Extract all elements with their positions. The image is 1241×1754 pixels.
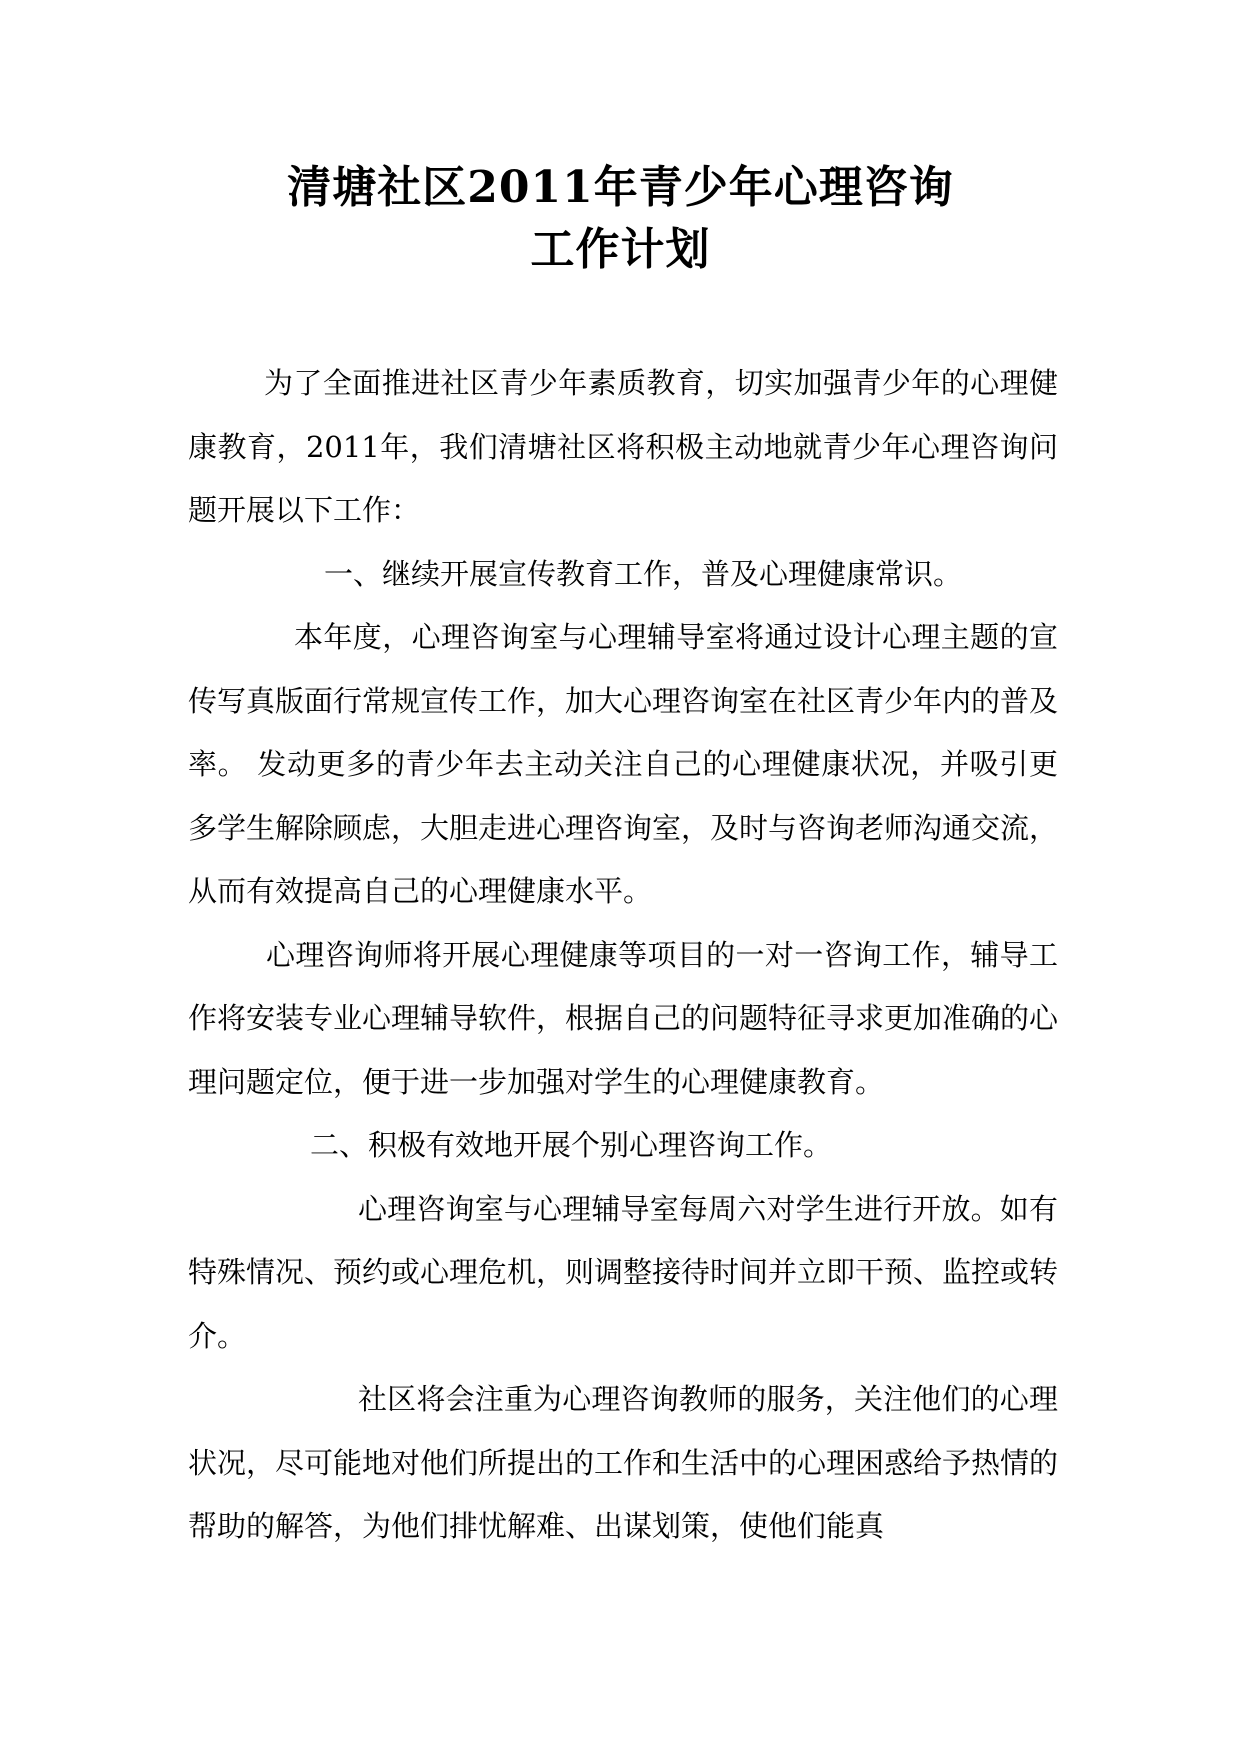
document-title-line-2: 工作计划 xyxy=(530,224,711,275)
section-1-paragraph-2: 心理咨询师将开展心理健康等项目的一对一咨询工作，辅导工作将安装专业心理辅导软件，根据自己的问题特征寻求更加准确的心理问题定位，便于进一步加强对学生的心理健康教育。 xyxy=(188,937,1059,1099)
document-body xyxy=(188,352,1058,1559)
section-heading-1: 一、继续开展宣传教育工作，普及心理健康常识。 xyxy=(324,556,963,591)
section-2-paragraph-2: 社区将会注重为心理咨询教师的服务，关注他们的心理状况，尽可能地对他们所提出的工作和生活中的心理困惑给予热情的帮助的解答，为他们排忧解难、出谋划策，使他们能真 xyxy=(188,1382,1059,1543)
intro-paragraph: 为了全面推进社区青少年素质教育，切实加强青少年的心理健康教育，2011年，我们清塘社区将积极主动地就青少年心理咨询问题开展以下工作： xyxy=(188,366,1058,527)
section-1-paragraph-1: 本年度，心理咨询室与心理辅导室将通过设计心理主题的宣传写真版面行常规宣传工作，加大心理咨询室在社区青少年内的普及率。 发动更多的青少年去主动关注自己的心理健康状况，并吸引更多学生解除顾虑，大胆走进心理咨询室，及时与咨询老师沟通交流，从而有效提高自己的心理健康水平。 xyxy=(188,620,1059,908)
section-heading-2: 二、积极有效地开展个别心理咨询工作。 xyxy=(310,1128,833,1162)
document-title-line-1: 清塘社区2011年青少年心理咨询 xyxy=(287,162,954,213)
section-2-paragraph-1: 心理咨询室与心理辅导室每周六对学生进行开放。如有特殊情况、预约或心理危机，则调整接待时间并立即干预、监控或转介。 xyxy=(188,1191,1059,1353)
